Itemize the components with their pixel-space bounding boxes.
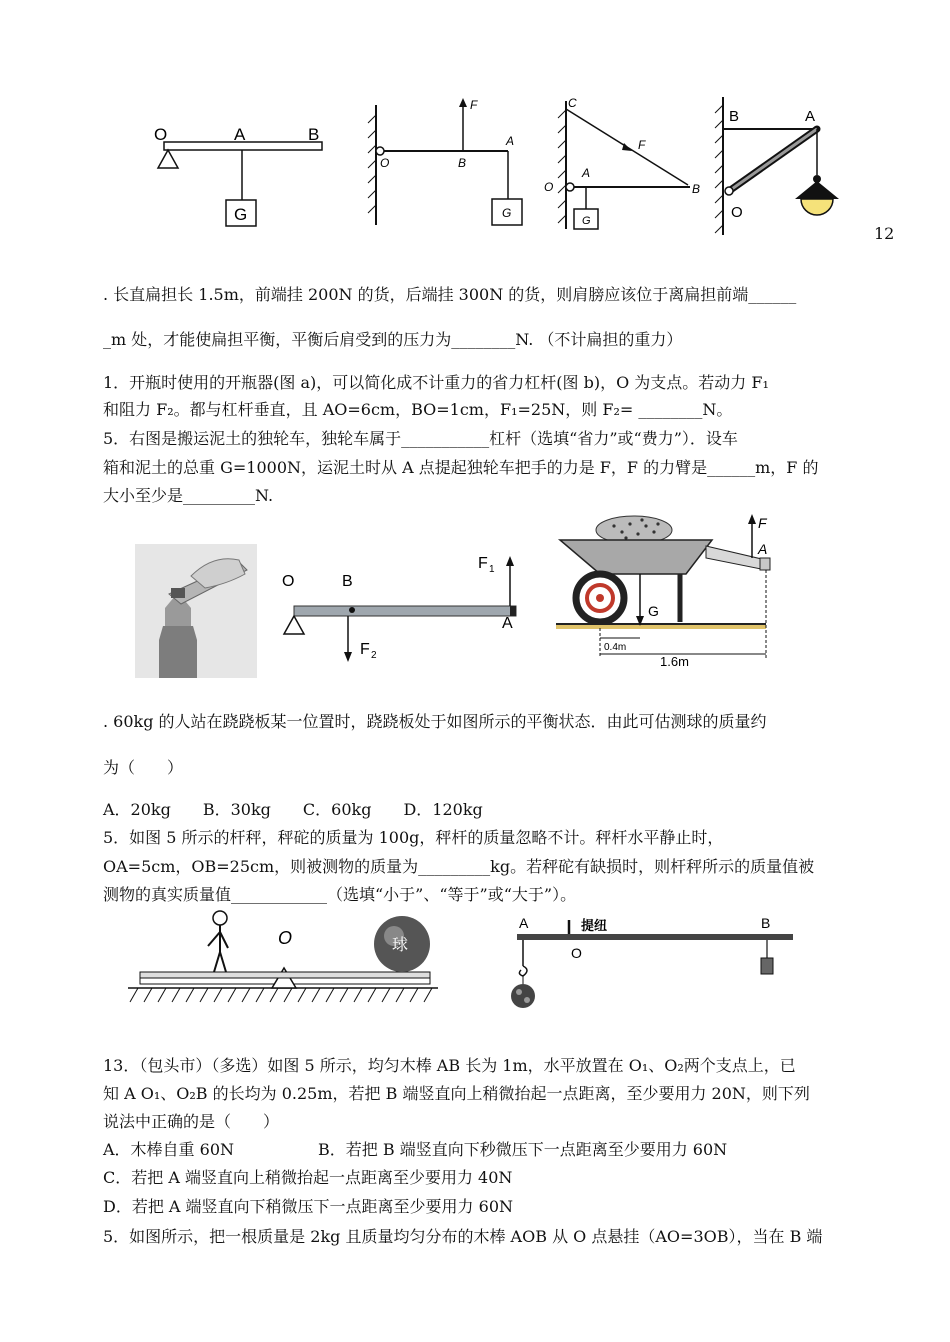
q13-line-2: 知 A O₁、O₂B 的长均为 0.25m，若把 B 端竖直向上稍微抬起一点距离，至少要用力 20N，则下列 <box>103 1084 810 1103</box>
q-wheelbarrow-line-3: 大小至少是_________N. <box>103 486 274 505</box>
svg-text:G: G <box>582 215 591 227</box>
svg-text:1.6m: 1.6m <box>660 654 689 669</box>
figure-lever-oab <box>150 120 330 230</box>
q-shoulder-line-2: _m 处，才能使扁担平衡，平衡后肩受到的压力为________N. （不计扁担的重力） <box>103 330 683 349</box>
svg-text:O: O <box>544 180 554 194</box>
svg-text:G: G <box>502 206 512 220</box>
q-seesaw-options: A．20kg B．30kg C．60kg D．120kg <box>103 800 483 819</box>
q13-option-c: C．若把 A 端竖直向上稍微抬起一点距离至少要用力 40N <box>103 1168 513 1187</box>
figure-seesaw <box>128 902 438 1014</box>
svg-text:B: B <box>342 573 353 590</box>
label-a: A <box>234 125 246 144</box>
svg-text:F: F <box>470 98 478 112</box>
q13-option-b: B．若把 B 端竖直向下秒微压下一点距离至少要用力 60N <box>318 1140 728 1159</box>
svg-text:B: B <box>692 182 701 196</box>
svg-text:0.4m: 0.4m <box>604 642 627 653</box>
svg-text:B: B <box>729 108 740 125</box>
q13-option-d: D．若把 A 端竖直向下稍微压下一点距离至少要用力 60N <box>103 1197 514 1216</box>
svg-text:G: G <box>648 603 659 619</box>
q13-line-1: 13．（包头市）（多选）如图 5 所示，均匀木棒 AB 长为 1m，水平放置在 O₁、O₂两个支点上，已 <box>103 1056 796 1075</box>
q-steelyard-line-2: OA=5cm，OB=25cm，则被测物的质量为_________kg。若秤砣有缺损时，则杆秤所示的质量值被 <box>103 857 815 876</box>
figure-steelyard <box>505 910 800 1020</box>
page-number: 12 <box>874 224 895 243</box>
figure-bottle-opener-photo <box>135 544 257 678</box>
svg-text:A: A <box>519 915 529 931</box>
label-b: B <box>308 125 320 144</box>
label-g: G <box>234 205 248 224</box>
svg-text:O: O <box>731 204 743 221</box>
label-o: O <box>278 928 293 948</box>
q-steelyard-line-1: 5．如图 5 所示的杆秤，秤砣的质量为 100g，秤杆的质量忽略不计。秤杆水平静止时， <box>103 828 724 847</box>
svg-text:O: O <box>380 156 390 170</box>
q-opener-line-2: 和阻力 F₂。都与杠杆垂直，且 AO=6cm，BO=1cm，F₁=25N，则 F₂= ________N。 <box>103 400 733 419</box>
figure-lever-diagram-b <box>278 548 528 668</box>
q-seesaw-line-1: . 60kg 的人站在跷跷板某一位置时，跷跷板处于如图所示的平衡状态．由此可估测球的质量约 <box>103 712 767 731</box>
svg-text:提纽: 提纽 <box>581 918 608 933</box>
figure-wall-rope-lever <box>540 95 710 235</box>
figure-wall-lever-f <box>362 95 532 235</box>
q-last-line-1: 5．如图所示，把一根质量是 2kg 且质量均匀分布的木棒 AOB 从 O 点悬挂（AO=3OB），当在 B 端 <box>103 1227 823 1246</box>
svg-text:B: B <box>458 156 467 170</box>
svg-text:A: A <box>502 615 513 632</box>
q13-option-a: A．木棒自重 60N <box>103 1140 235 1159</box>
svg-text:F: F <box>758 515 767 531</box>
svg-text:F: F <box>478 555 488 572</box>
svg-text:1: 1 <box>489 564 495 575</box>
svg-text:C: C <box>568 96 577 110</box>
svg-text:A: A <box>805 108 816 125</box>
q-wheelbarrow-line-2: 箱和泥土的总重 G=1000N，运泥土时从 A 点提起独轮车把手的力是 F，F 的力臂是______m，F 的 <box>103 458 819 477</box>
ball-label: 球 <box>392 937 409 954</box>
q13-line-3: 说法中正确的是（ ） <box>103 1112 280 1131</box>
svg-text:F: F <box>638 138 646 152</box>
svg-text:F: F <box>360 641 370 658</box>
svg-text:O: O <box>571 945 582 961</box>
label-o: O <box>154 125 168 144</box>
svg-text:A: A <box>506 134 515 148</box>
figure-lamp-bracket <box>705 95 865 240</box>
q-seesaw-line-2: 为（ ） <box>103 758 184 777</box>
svg-text:A: A <box>758 541 768 557</box>
q-opener-line-1: 1．开瓶时使用的开瓶器(图 a)，可以简化成不计重力的省力杠杆(图 b)，O 为支点。若动力 F₁ <box>103 373 769 392</box>
svg-text:B: B <box>761 915 771 931</box>
q-shoulder-line-1: . 长直扁担长 1.5m，前端挂 200N 的货，后端挂 300N 的货，则肩膀应该位于离扁担前端______ <box>103 285 797 304</box>
svg-text:A: A <box>582 166 591 180</box>
svg-text:2: 2 <box>371 650 377 661</box>
q-wheelbarrow-line-1: 5．右图是搬运泥土的独轮车，独轮车属于___________杠杆（选填“省力”或“费力”）．设车 <box>103 429 738 448</box>
q-steelyard-line-3: 测物的真实质量值____________（选填“小于”、“等于”或“大于”）。 <box>103 885 577 904</box>
figure-wheelbarrow <box>556 508 786 670</box>
svg-text:O: O <box>282 573 295 590</box>
